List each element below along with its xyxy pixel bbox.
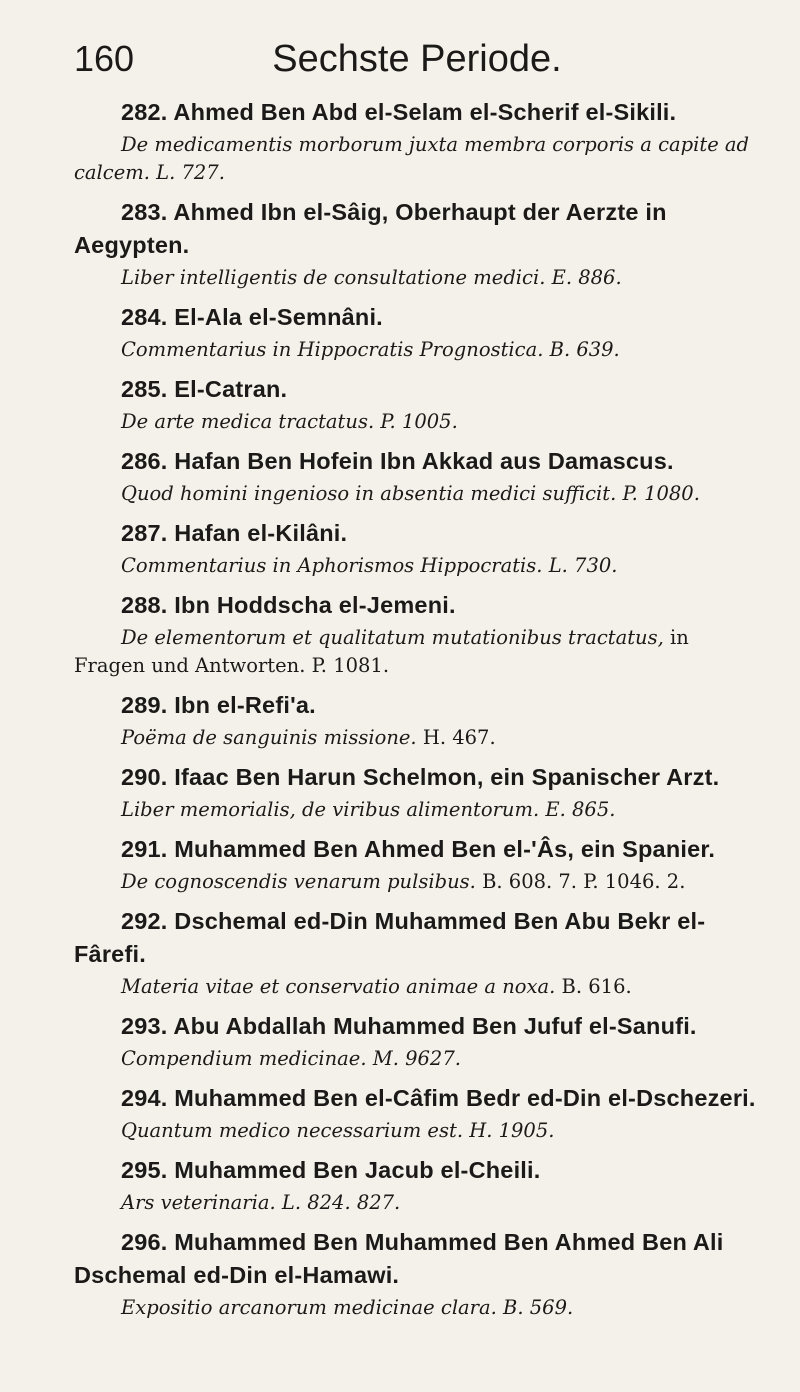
entry-catalog-reference: H. 467. [422, 726, 496, 749]
entry-heading [74, 301, 756, 334]
entry-work-title: Expositio arcanorum medicinae clara. [121, 1296, 497, 1319]
entry-number: 290. [121, 764, 168, 790]
entry-heading [74, 96, 756, 129]
entry-catalog-reference: L. 727. [156, 161, 225, 184]
entry-work-title: Commentarius in Aphorismos Hippocratis. [121, 554, 543, 577]
entry-work-title: Quod homini ingenioso in absentia medici sufficit. [121, 482, 617, 505]
entry-work-title: Liber memorialis, de viribus alimentorum. [121, 798, 540, 821]
entry [74, 373, 756, 436]
entry-heading [74, 517, 756, 550]
entry-heading [74, 1082, 756, 1115]
entry-heading [74, 905, 756, 971]
entry-heading [74, 589, 756, 622]
entry-number: 288. [121, 592, 168, 618]
entry [74, 196, 756, 292]
entry-number: 285. [121, 376, 168, 402]
entry-title-line [74, 408, 756, 436]
entry-number: 294. [121, 1085, 168, 1111]
entry-catalog-reference: E. 865. [545, 798, 616, 821]
entry-author: Abu Abdallah Muhammed Ben Jufuf el-Sanufi. [173, 1013, 697, 1039]
entry-author: Hafan el-Kilâni. [174, 520, 348, 546]
entry-work-title: De elementorum et qualitatum mutationibus tractatus, [121, 626, 664, 649]
entry-title-line [74, 480, 756, 508]
entry [74, 301, 756, 364]
entry-title-line [74, 1189, 756, 1217]
entry-heading [74, 761, 756, 794]
entry-author: Ahmed Ibn el-Sâig, Oberhaupt der Aerzte in Aegypten. [74, 199, 667, 258]
entry-catalog-reference: E. 886. [551, 266, 622, 289]
entry [74, 96, 756, 187]
entry-number: 292. [121, 908, 168, 934]
entry-author: Ibn Hoddscha el-Jemeni. [174, 592, 456, 618]
entry-title-line [74, 264, 756, 292]
entry-work-title: De arte medica tractatus. [121, 410, 375, 433]
entry-author: El-Ala el-Semnâni. [174, 304, 383, 330]
entry [74, 517, 756, 580]
entry-catalog-reference: H. 1905. [469, 1119, 555, 1142]
entry-title-line [74, 1117, 756, 1145]
entry-author: Hafan Ben Hofein Ibn Akkad aus Damascus. [174, 448, 674, 474]
entry-title-line [74, 1294, 756, 1322]
entry-heading [74, 1226, 756, 1292]
entry-number: 283. [121, 199, 168, 225]
entry-number: 296. [121, 1229, 168, 1255]
entry-heading [74, 373, 756, 406]
entry-catalog-reference: P. 1080. [622, 482, 700, 505]
entry-number: 291. [121, 836, 168, 862]
entry-note: in Fragen und Antworten. [74, 626, 689, 677]
entry-title-line [74, 336, 756, 364]
entry-catalog-reference: B. 569. [503, 1296, 574, 1319]
entry-author: Ibn el-Refi'a. [174, 692, 316, 718]
entry-number: 295. [121, 1157, 168, 1183]
entry [74, 1082, 756, 1145]
entry-title-line [74, 796, 756, 824]
entry-heading [74, 445, 756, 478]
entry-number: 282. [121, 99, 168, 125]
entry [74, 905, 756, 1001]
entry-author: Ifaac Ben Harun Schelmon, ein Spanischer Arzt. [174, 764, 720, 790]
entry [74, 589, 756, 680]
page-number: 160 [74, 38, 135, 79]
entry-work-title: Compendium medicinae. [121, 1047, 367, 1070]
entry [74, 1226, 756, 1322]
entry-title-line [74, 624, 756, 680]
entry-catalog-reference: B. 608. 7. P. 1046. 2. [482, 870, 686, 893]
entry-author: Dschemal ed-Din Muhammed Ben Abu Bekr el-Fârefi. [74, 908, 706, 967]
entry [74, 689, 756, 752]
entry-catalog-reference: M. 9627. [372, 1047, 461, 1070]
entry [74, 1154, 756, 1217]
entry-work-title: Quantum medico necessarium est. [121, 1119, 464, 1142]
entry-work-title: Liber intelligentis de consultatione medici. [121, 266, 546, 289]
entry-work-title: Materia vitae et conservatio animae a noxa. [121, 975, 556, 998]
entry-heading [74, 1154, 756, 1187]
entry-title-line [74, 131, 756, 187]
entry-work-title: De cognoscendis venarum pulsibus. [121, 870, 476, 893]
running-head [74, 38, 760, 84]
entry-author: Muhammed Ben Jacub el-Cheili. [174, 1157, 541, 1183]
entry-work-title: Commentarius in Hippocratis Prognostica. [121, 338, 544, 361]
entry-number: 287. [121, 520, 168, 546]
entry-catalog-reference: B. 616. [561, 975, 632, 998]
entry-title-line [74, 1045, 756, 1073]
entry-catalog-reference: B. 639. [549, 338, 620, 361]
entry [74, 1010, 756, 1073]
entry-catalog-reference: L. 730. [548, 554, 618, 577]
entry-number: 289. [121, 692, 168, 718]
entry-number: 293. [121, 1013, 168, 1039]
entry-work-title: De medicamentis morborum juxta membra corporis a capite ad calcem. [74, 133, 750, 184]
entry [74, 761, 756, 824]
entry-title-line [74, 973, 756, 1001]
entry-heading [74, 833, 756, 866]
entry-catalog-reference: P. 1081. [311, 654, 390, 677]
entry-work-title: Ars veterinaria. [121, 1191, 276, 1214]
entry-author: El-Catran. [174, 376, 288, 402]
entry-title-line [74, 552, 756, 580]
entry-author: Muhammed Ben Ahmed Ben el-'Âs, ein Spanier. [174, 836, 716, 862]
entry-list [74, 96, 756, 1331]
entry [74, 445, 756, 508]
entry-author: Ahmed Ben Abd el-Selam el-Scherif el-Sikili. [173, 99, 677, 125]
entry-heading [74, 689, 756, 722]
entry-work-title: Poëma de sanguinis missione. [121, 726, 417, 749]
entry-author: Muhammed Ben el-Câfim Bedr ed-Din el-Dschezeri. [174, 1085, 756, 1111]
running-title: Sechste Periode. [272, 38, 562, 80]
entry-catalog-reference: P. 1005. [380, 410, 458, 433]
entry [74, 833, 756, 896]
entry-heading [74, 1010, 756, 1043]
entry-catalog-reference: L. 824. 827. [281, 1191, 401, 1214]
entry-heading [74, 196, 756, 262]
entry-number: 284. [121, 304, 168, 330]
entry-author: Muhammed Ben Muhammed Ben Ahmed Ben Ali Dschemal ed-Din el-Hamawi. [74, 1229, 724, 1288]
entry-number: 286. [121, 448, 168, 474]
entry-title-line [74, 868, 756, 896]
entry-title-line [74, 724, 756, 752]
